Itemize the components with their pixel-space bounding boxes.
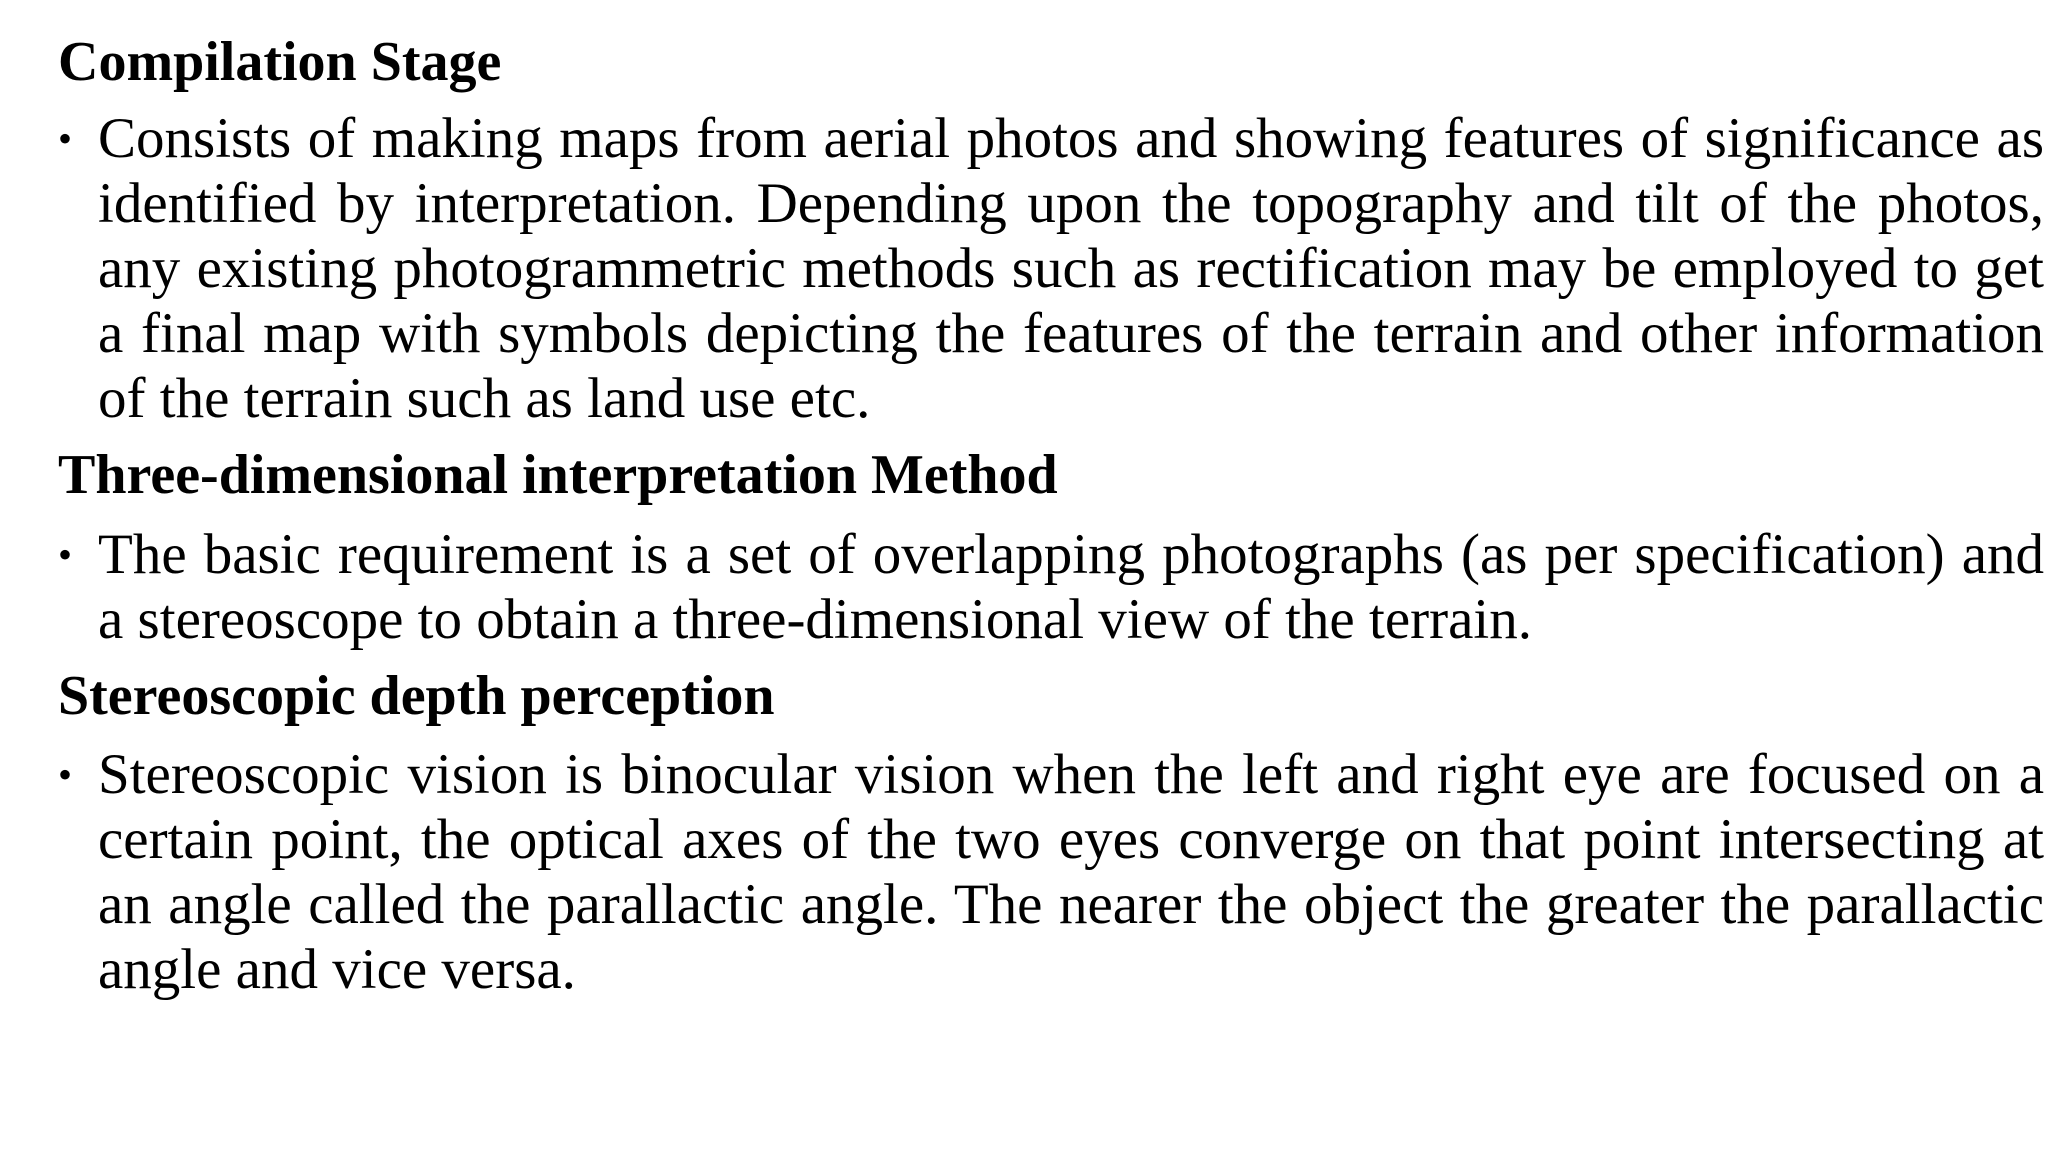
bullet-text: Consists of making maps from aerial photos and showing features of significance as identified by interpretation. Depending upon the topography and tilt of the photos, any existing photogrammetric methods such as rectification may be employed to get a final map with symbols depicting the features of the terrain and other information of the terrain such as land use etc. bbox=[98, 107, 2044, 431]
bullet-item-compilation-stage bbox=[58, 106, 2044, 431]
slide-content bbox=[58, 30, 2044, 1002]
bullet-text: The basic requirement is a set of overlapping photographs (as per specification) and a stereoscope to obtain a three-dimensional view of the terrain. bbox=[98, 522, 2044, 651]
bullet-item-stereoscopic-depth bbox=[58, 742, 2044, 1002]
section-heading-compilation-stage: Compilation Stage bbox=[58, 31, 502, 93]
bullet-icon: • bbox=[58, 531, 73, 577]
section-heading-stereoscopic-depth: Stereoscopic depth perception bbox=[58, 664, 775, 727]
bullet-item-three-dimensional-method bbox=[58, 522, 2044, 652]
bullet-icon: • bbox=[58, 116, 73, 162]
section-heading-three-dimensional-method: Three-dimensional interpretation Method bbox=[58, 444, 1058, 507]
bullet-icon: • bbox=[58, 752, 73, 798]
bullet-text: Stereoscopic vision is binocular vision when the left and right eye are focused on a certain point, the optical axes of the two eyes converge on that point intersecting at an angle called the parallactic angle. The nearer the object the greater the parallactic angle and vice versa. bbox=[98, 743, 2044, 1002]
